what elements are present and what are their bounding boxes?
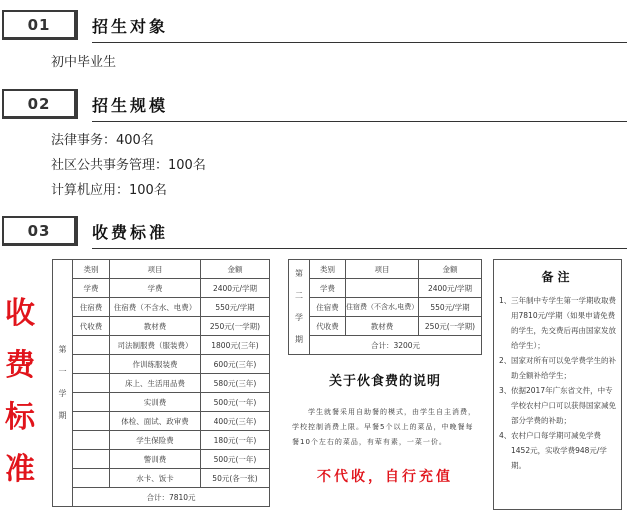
- section-number: 03: [2, 216, 78, 246]
- col-header: 金额: [419, 260, 482, 279]
- notes-title: 备注: [541, 270, 574, 284]
- table-row: 代收费 教材费 250元(一学期): [53, 317, 270, 336]
- section-title: 招生对象: [92, 17, 169, 36]
- meal-body: 学生就餐采用自助餐的模式，由学生自主消费，学校控制消费上限。早餐5个以上的菜品，中晚餐每餐10个左右的菜品，有荤有素，一菜一价。: [292, 408, 476, 446]
- meal-explanation: [288, 370, 482, 486]
- fee-banner: [3, 288, 37, 496]
- col-header: 类别: [73, 260, 110, 279]
- total-row: [289, 336, 482, 355]
- banner-char: 标: [5, 400, 35, 435]
- table-row: 司法制服费（服装费） 1800元(三年): [53, 336, 270, 355]
- banner-char: 费: [5, 348, 35, 383]
- note-item: 3、 依据2017年广东省文件，中专学校农村户口可以获得国家减免部分学费的补助；: [499, 386, 616, 425]
- meal-highlight: 不代收，自行充值: [317, 469, 453, 485]
- scale-item: 计算机应用：100名: [51, 183, 167, 198]
- col-header: 项目: [110, 260, 201, 279]
- total-cell: 合计：7810元: [73, 488, 270, 507]
- meal-title: 关于伙食费的说明: [328, 374, 441, 389]
- term2-fee-table: [288, 259, 482, 355]
- table-row: 学生保险费 180元(一年): [53, 431, 270, 450]
- table-header-row: [289, 260, 482, 279]
- table-row: 住宿费 住宿费（不含水,电费） 550元/学期: [289, 298, 482, 317]
- table-row: 实训费 500元(一年): [53, 393, 270, 412]
- section-number: 01: [2, 10, 78, 40]
- divider: [92, 248, 627, 249]
- section-title: 收费标准: [92, 223, 169, 242]
- banner-char: 准: [5, 452, 35, 487]
- section-number: 02: [2, 89, 78, 119]
- table-header-row: [53, 260, 270, 279]
- term1-fee-table: [52, 259, 270, 507]
- table-row: 体检、面试、政审费 400元(三年): [53, 412, 270, 431]
- section-header-01: [0, 8, 627, 44]
- section-header-02: [0, 87, 627, 123]
- total-cell: 合计：3200元: [310, 336, 482, 355]
- total-row: [53, 488, 270, 507]
- table-row: 作训练服装费 600元(三年): [53, 355, 270, 374]
- scale-item: 法律事务：400名: [51, 133, 154, 148]
- table-row: 水卡、饭卡 50元(各一张): [53, 469, 270, 488]
- note-item: 4、 农村户口每学期可减免学费1452元，实收学费948元/学期。: [499, 431, 607, 470]
- table-row: 床上、生活用品费 580元(三年): [53, 374, 270, 393]
- col-header: 类别: [310, 260, 346, 279]
- note-item: 2、 国家对所有可以免学费学生的补助全额补给学生；: [499, 356, 616, 380]
- col-header: 金额: [201, 260, 270, 279]
- notes-box: [493, 259, 622, 510]
- section-title: 招生规模: [92, 96, 169, 115]
- table-row: 学费 2400元/学期: [289, 279, 482, 298]
- divider: [92, 42, 627, 43]
- target-text: 初中毕业生: [51, 55, 117, 70]
- term-label: 第 一 学 期: [53, 260, 73, 507]
- table-row: 警训费 500元(一年): [53, 450, 270, 469]
- table-row: 代收费 教材费 250元(一学期): [289, 317, 482, 336]
- scale-item: 社区公共事务管理：100名: [51, 158, 206, 173]
- col-header: 项目: [346, 260, 419, 279]
- term-label: 第 二 学 期: [289, 260, 310, 355]
- section-header-03: [0, 214, 627, 250]
- table-row: 住宿费 住宿费（不含水、电费） 550元/学期: [53, 298, 270, 317]
- divider: [92, 121, 627, 122]
- note-item: 1、 三年制中专学生第一学期收取费用7810元/学期（如果申请免费的学生，先交费后再由国家发放给学生）；: [499, 296, 616, 350]
- table-row: 学费 学费 2400元/学期: [53, 279, 270, 298]
- banner-char: 收: [5, 296, 35, 331]
